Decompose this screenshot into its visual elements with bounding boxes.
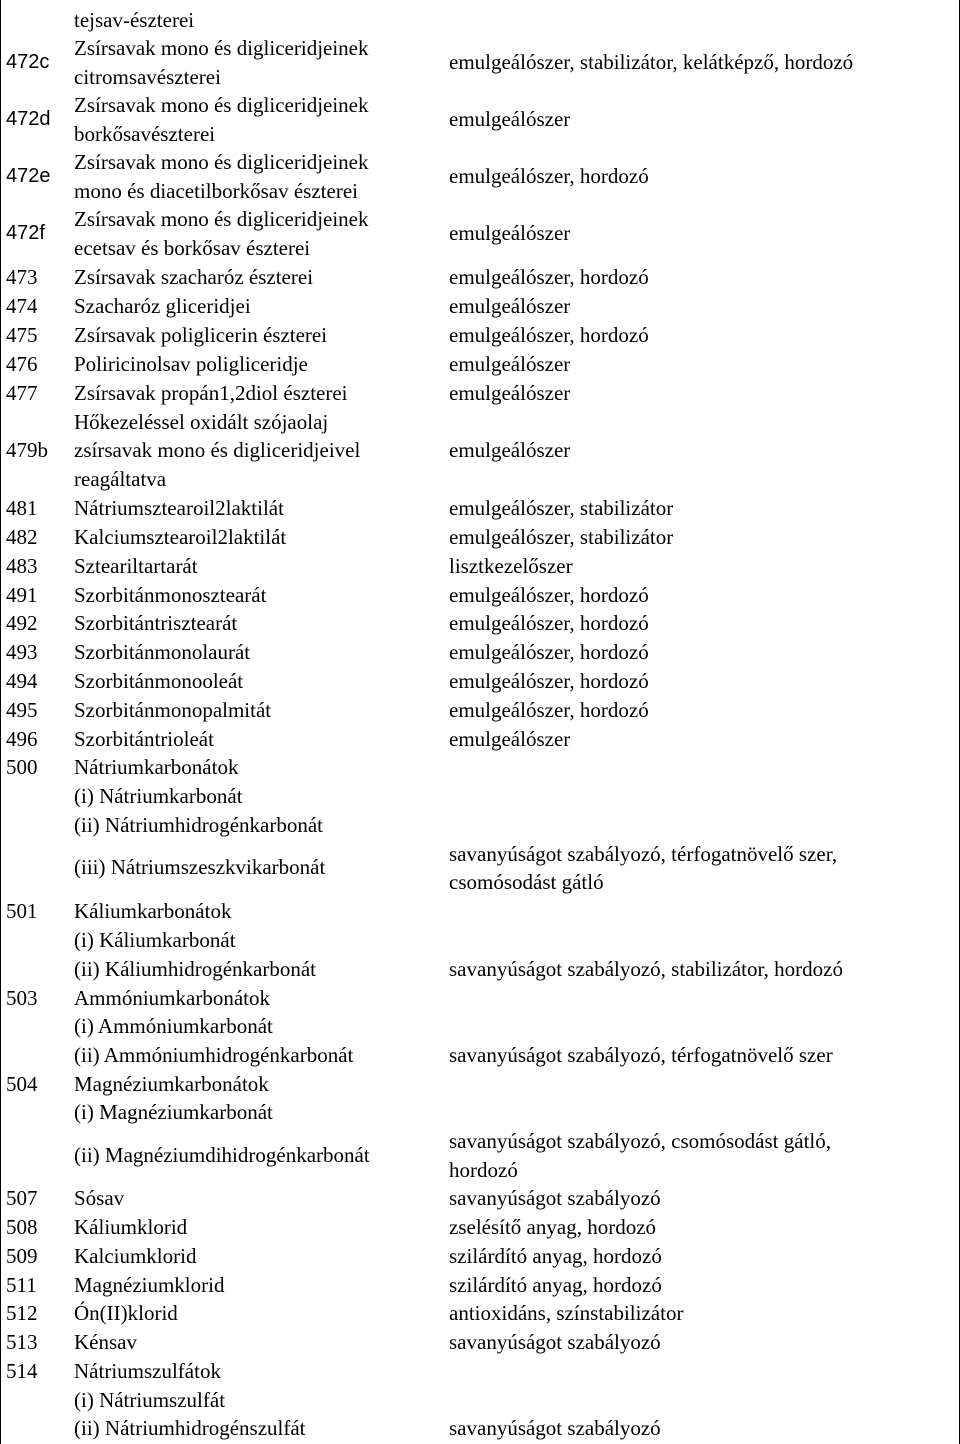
function-class-line: savanyúságot szabályozó <box>449 1416 661 1440</box>
e-number-cell: 476 <box>6 352 38 376</box>
e-number-cell: 503 <box>6 986 38 1010</box>
e-number-cell: 481 <box>6 496 38 520</box>
function-class-line: emulgeálószer, hordozó <box>449 583 649 607</box>
e-number-cell: 491 <box>6 583 38 607</box>
additive-name-line: Szorbitántrisztearát <box>74 611 238 635</box>
additive-name-line: Nátriumszulfátok <box>74 1359 221 1383</box>
function-class-line: savanyúságot szabályozó, térfogatnövelő szer, <box>449 842 838 866</box>
function-class-line: emulgeálószer, stabilizátor <box>449 525 674 549</box>
additive-name-line: zsírsavak mono és digliceridjeivel <box>74 438 361 462</box>
additive-name-line: Zsírsavak mono és digliceridjeinek <box>74 36 369 60</box>
additive-name-line: (ii) Magnéziumdihidrogénkarbonát <box>74 1143 370 1167</box>
e-number-cell: 472d <box>6 108 51 130</box>
e-number-cell: 508 <box>6 1215 38 1239</box>
additive-name-line: Szacharóz gliceridjei <box>74 294 251 318</box>
additive-name-line: Káliumklorid <box>74 1215 188 1239</box>
e-number-cell: 495 <box>6 698 38 722</box>
additive-name-line: Szorbitánmonolaurát <box>74 640 251 664</box>
additive-name-line: ecetsav és borkősav észterei <box>74 236 311 260</box>
additive-name-line: Ón(II)klorid <box>74 1301 178 1325</box>
e-number-cell: 477 <box>6 381 38 405</box>
e-number-cell: 482 <box>6 525 38 549</box>
function-class-line: csomósodást gátló <box>449 870 604 894</box>
additive-name-line: Nátriumkarbonátok <box>74 755 239 779</box>
additive-name-line: Kalciumsztearoil2laktilát <box>74 525 287 549</box>
e-number-cell: 472c <box>6 51 50 73</box>
e-number-cell: 494 <box>6 669 38 693</box>
additive-name-line: tejsav-észterei <box>74 8 195 32</box>
additive-name-line: borkősavészterei <box>74 122 216 146</box>
function-class-line: emulgeálószer <box>449 727 571 751</box>
function-class-line: emulgeálószer, hordozó <box>449 640 649 664</box>
e-number-cell: 509 <box>6 1244 38 1268</box>
additive-name-line: Zsírsavak propán1,2diol észterei <box>74 381 348 405</box>
additive-name-line: Szorbitánmonosztearát <box>74 583 267 607</box>
e-number-cell: 511 <box>6 1273 37 1297</box>
additive-name-line: (i) Káliumkarbonát <box>74 928 236 952</box>
additive-name-line: (i) Nátriumszulfát <box>74 1388 226 1412</box>
e-number-cell: 504 <box>6 1072 38 1096</box>
additive-name-line: Kénsav <box>74 1330 137 1354</box>
e-number-cell: 513 <box>6 1330 38 1354</box>
additive-name-line: Hőkezeléssel oxidált szójaolaj <box>74 410 329 434</box>
e-number-cell: 496 <box>6 727 38 751</box>
function-class-line: emulgeálószer <box>449 221 571 245</box>
additive-name-line: Szteariltartarát <box>74 554 198 578</box>
function-class-line: savanyúságot szabályozó, stabilizátor, hordozó <box>449 957 843 981</box>
function-class-line: emulgeálószer, hordozó <box>449 164 649 188</box>
e-number-cell: 474 <box>6 294 38 318</box>
additive-name-line: Zsírsavak szacharóz észterei <box>74 265 314 289</box>
additive-name-line: (ii) Káliumhidrogénkarbonát <box>74 957 317 981</box>
additive-name-line: Magnéziumklorid <box>74 1273 225 1297</box>
function-class-line: szilárdító anyag, hordozó <box>449 1244 662 1268</box>
function-class-line: szilárdító anyag, hordozó <box>449 1273 662 1297</box>
function-class-line: emulgeálószer, hordozó <box>449 265 649 289</box>
additive-name-line: Szorbitánmonopalmitát <box>74 698 272 722</box>
additive-name-line: (i) Nátriumkarbonát <box>74 784 243 808</box>
e-number-cell: 472f <box>6 222 45 244</box>
function-class-line: emulgeálószer <box>449 438 571 462</box>
additive-name-line: Káliumkarbonátok <box>74 899 232 923</box>
additive-name-line: Zsírsavak poliglicerin észterei <box>74 323 328 347</box>
function-class-line: emulgeálószer <box>449 381 571 405</box>
additive-name-line: Nátriumsztearoil2laktilát <box>74 496 284 520</box>
additive-name-line: (ii) Nátriumhidrogénszulfát <box>74 1416 306 1440</box>
additive-name-line: Kalciumklorid <box>74 1244 197 1268</box>
function-class-line: emulgeálószer <box>449 352 571 376</box>
function-class-line: savanyúságot szabályozó, térfogatnövelő szer <box>449 1043 833 1067</box>
e-number-cell: 500 <box>6 755 38 779</box>
function-class-line: emulgeálószer, stabilizátor, kelátképző, hordozó <box>449 50 854 74</box>
additive-name-line: Zsírsavak mono és digliceridjeinek <box>74 93 369 117</box>
function-class-line: emulgeálószer <box>449 107 571 131</box>
function-class-line: antioxidáns, színstabilizátor <box>449 1301 684 1325</box>
additive-name-line: mono és diacetilborkősav észterei <box>74 179 358 203</box>
e-number-cell: 493 <box>6 640 38 664</box>
e-number-cell: 472e <box>6 165 51 187</box>
additive-name-line: (ii) Ammóniumhidrogénkarbonát <box>74 1043 354 1067</box>
function-class-line: emulgeálószer, hordozó <box>449 611 649 635</box>
function-class-line: emulgeálószer, hordozó <box>449 323 649 347</box>
e-number-cell: 514 <box>6 1359 38 1383</box>
additive-name-line: citromsavészterei <box>74 65 221 89</box>
function-class-line: emulgeálószer, hordozó <box>449 698 649 722</box>
function-class-line: emulgeálószer, stabilizátor <box>449 496 674 520</box>
additive-name-line: Szorbitántrioleát <box>74 727 214 751</box>
additive-name-line: Zsírsavak mono és digliceridjeinek <box>74 207 369 231</box>
e-number-cell: 501 <box>6 899 38 923</box>
additive-name-line: Sósav <box>74 1186 125 1210</box>
function-class-line: hordozó <box>449 1158 518 1182</box>
additive-name-line: (ii) Nátriumhidrogénkarbonát <box>74 813 324 837</box>
function-class-line: savanyúságot szabályozó, csomósodást gátló, <box>449 1129 831 1153</box>
e-number-cell: 479b <box>6 438 48 462</box>
e-number-cell: 492 <box>6 611 38 635</box>
additive-name-line: Poliricinolsav poligliceridje <box>74 352 308 376</box>
additive-name-line: (iii) Nátriumszeszkvikarbonát <box>74 855 326 879</box>
function-class-line: emulgeálószer <box>449 294 571 318</box>
function-class-line: zselésítő anyag, hordozó <box>449 1215 657 1239</box>
function-class-line: savanyúságot szabályozó <box>449 1186 661 1210</box>
e-number-cell: 507 <box>6 1186 38 1210</box>
function-class-line: savanyúságot szabályozó <box>449 1330 661 1354</box>
function-class-line: lisztkezelőszer <box>449 554 573 578</box>
additive-name-line: (i) Ammóniumkarbonát <box>74 1014 273 1038</box>
additive-name-line: Zsírsavak mono és digliceridjeinek <box>74 150 369 174</box>
e-number-cell: 512 <box>6 1301 38 1325</box>
additive-name-line: reagáltatva <box>74 467 167 491</box>
e-number-cell: 473 <box>6 265 38 289</box>
additive-name-line: Magnéziumkarbonátok <box>74 1072 269 1096</box>
e-number-cell: 483 <box>6 554 38 578</box>
additive-name-line: (i) Magnéziumkarbonát <box>74 1100 273 1124</box>
additive-name-line: Ammóniumkarbonátok <box>74 986 270 1010</box>
additive-name-line: Szorbitánmonooleát <box>74 669 244 693</box>
e-number-cell: 475 <box>6 323 38 347</box>
function-class-line: emulgeálószer, hordozó <box>449 669 649 693</box>
